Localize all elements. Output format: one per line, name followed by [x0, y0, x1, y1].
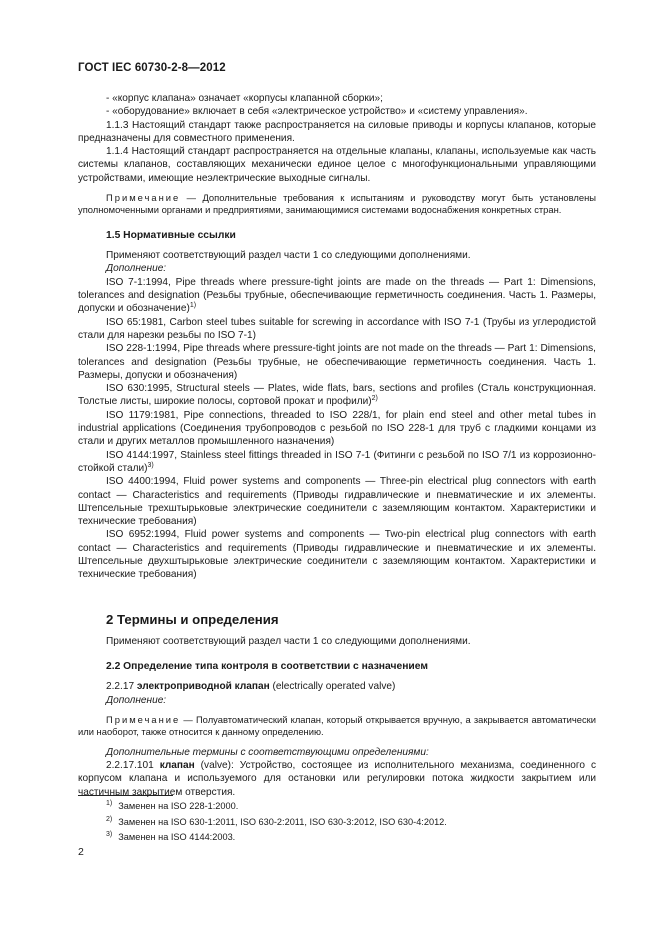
footnote-text: Заменен на ISO 630-1:2011, ISO 630-2:2011, ISO 630-3:2012, ISO 630-4:2012.: [118, 816, 447, 827]
reference-text: ISO 7-1:1994, Pipe threads where pressure-tight joints are made on the threads — Part 1: Dimensions, tolerances and designation (Резьбы трубные, обеспечивающие герметичность соединения. Часть 1. Размеры, допуски и обозначение): [78, 276, 596, 315]
reference-iso-630: [78, 382, 596, 409]
list-item-equipment: - «оборудование» включает в себя «электрическое устройство» и «систему управления».: [106, 106, 528, 118]
note-label: Примечание: [106, 713, 181, 725]
reference-iso-228-1: ISO 228-1:1994, Pipe threads where pressure-tight joints are not made on the threads — Part 1: Dimensions, tolerances and designation (Резьбы трубные, не обеспечивающие герметичность соединения. Часть 1. Размеры, допуски и обозначения): [78, 343, 596, 381]
term-2-2-17: [78, 680, 596, 693]
footnote-mark: 3): [147, 461, 154, 469]
reference-text: ISO 4144:1997, Stainless steel fittings threaded in ISO 7-1 (Фитинги с резьбой по ISO 7/1 из коррозионно-стойкой стали): [78, 449, 596, 474]
page-number: 2: [78, 846, 84, 858]
section-2-heading: 2 Термины и определения: [106, 611, 279, 627]
heading-2-2: 2.2 Определение типа контроля в соответствии с назначением: [106, 660, 428, 672]
footnote-3: [106, 830, 447, 846]
term-number: 2.2.17.101: [106, 759, 160, 771]
term-name: электроприводной клапан: [136, 681, 270, 693]
footnote-2: [106, 815, 447, 831]
clause-1-1-4: 1.1.4 Настоящий стандарт распространяется на отдельные клапаны, клапаны, используемые как часть системы клапанов, составляющих механически единое целое с многофункциональными управляющими устройствами, имеющие неэлектрические выходные сигналы.: [78, 146, 596, 184]
note-text: — Дополнительные требования к испытаниям и руководству могут быть установлены уполномоченными органами и предприятиями, занимающимися системами водоснабжения конкретных стран.: [78, 192, 596, 216]
term-english: (electrically operated valve): [269, 681, 396, 693]
reference-text: ISO 630:1995, Structural steels — Plates, wide flats, bars, sections and profiles (Сталь конструкционная. Толстые листы, широкие полосы, сортовой прокат и профили): [78, 383, 596, 408]
paragraph-apply-part1-2: Применяют соответствующий раздел части 1 со следующими дополнениями.: [106, 635, 471, 647]
footnote-separator: [78, 795, 173, 796]
note-2: [78, 714, 596, 739]
heading-1-5: 1.5 Нормативные ссылки: [106, 229, 236, 241]
footnote-mark: 3): [106, 831, 113, 838]
term-definition: (valve): Устройство, состоящее из исполнительного механизма, соединенного с корпусом клапана и используемого для остановки или регулировки потока жидкости закрытием или частичным закрытием отверстия.: [78, 759, 596, 798]
reference-iso-65: ISO 65:1981, Carbon steel tubes suitable for screwing in accordance with ISO 7-1 (Трубы из углеродистой стали для нарезки резьбы по ISO 7-1): [78, 316, 596, 341]
reference-iso-6952: ISO 6952:1994, Fluid power systems and components — Two-pin electrical plug connectors with earth contact — Characteristics and requirements (Приводы гидравлические и пневматические и их элементы. Штепсельные двухштырьковые электрические соединители с заземляющим контактом. Характеристики и технические требования): [78, 529, 596, 581]
document-body: [78, 92, 596, 799]
addition-label: Дополнение:: [106, 263, 167, 275]
footnote-text: Заменен на ISO 228-1:2000.: [118, 801, 239, 811]
term-2-2-17-101: [78, 759, 596, 799]
note-label: Примечание: [106, 192, 181, 204]
paragraph-apply-part1: Применяют соответствующий раздел части 1 со следующими дополнениями.: [106, 250, 471, 262]
footnotes: [106, 799, 447, 846]
footnote-mark: 2): [371, 395, 378, 403]
reference-iso-4400: ISO 4400:1994, Fluid power systems and components — Three-pin electrical plug connectors with earth contact — Characteristics and requirements (Приводы гидравлические и пневматические и их элементы. Штепсельные трехштырьковые электрические соединители с заземляющим контактом. Характеристики и технические требования): [78, 476, 596, 528]
footnote-mark: 1): [106, 800, 113, 807]
term-number: 2.2.17: [106, 681, 137, 693]
footnote-mark: 1): [189, 302, 197, 310]
addition-label-2: Дополнение:: [106, 694, 167, 706]
reference-iso-7-1: [78, 276, 596, 316]
additional-terms-label: Дополнительные термины с соответствующими определениями:: [106, 746, 429, 758]
term-name: клапан: [159, 759, 195, 771]
clause-1-1-3: 1.1.3 Настоящий стандарт также распространяется на силовые приводы и корпусы клапанов, которые предназначены для совместного применения.: [78, 119, 596, 144]
list-item-valve-body: - «корпус клапана» означает «корпусы клапанной сборки»;: [106, 93, 383, 104]
note-text: — Полуавтоматический клапан, который открывается вручную, а закрывается автоматически или наоборот, также относится к данному определению.: [78, 713, 596, 738]
footnote-text: Заменен на ISO 4144:2003.: [118, 832, 236, 842]
footnote-mark: 2): [106, 815, 113, 823]
reference-iso-1179: ISO 1179:1981, Pipe connections, threaded to ISO 228/1, for plain end steel and other metal tubes in industrial applications (Соединения трубопроводов с резьбой по ISO 228-1 для труб с гладкими концами из стали и других металлов промышленного назначения): [78, 409, 596, 448]
document-header: ГОСТ IEC 60730-2-8—2012: [78, 62, 226, 74]
reference-iso-4144: [78, 449, 596, 476]
footnote-1: [106, 799, 447, 815]
note-1: [78, 192, 596, 217]
